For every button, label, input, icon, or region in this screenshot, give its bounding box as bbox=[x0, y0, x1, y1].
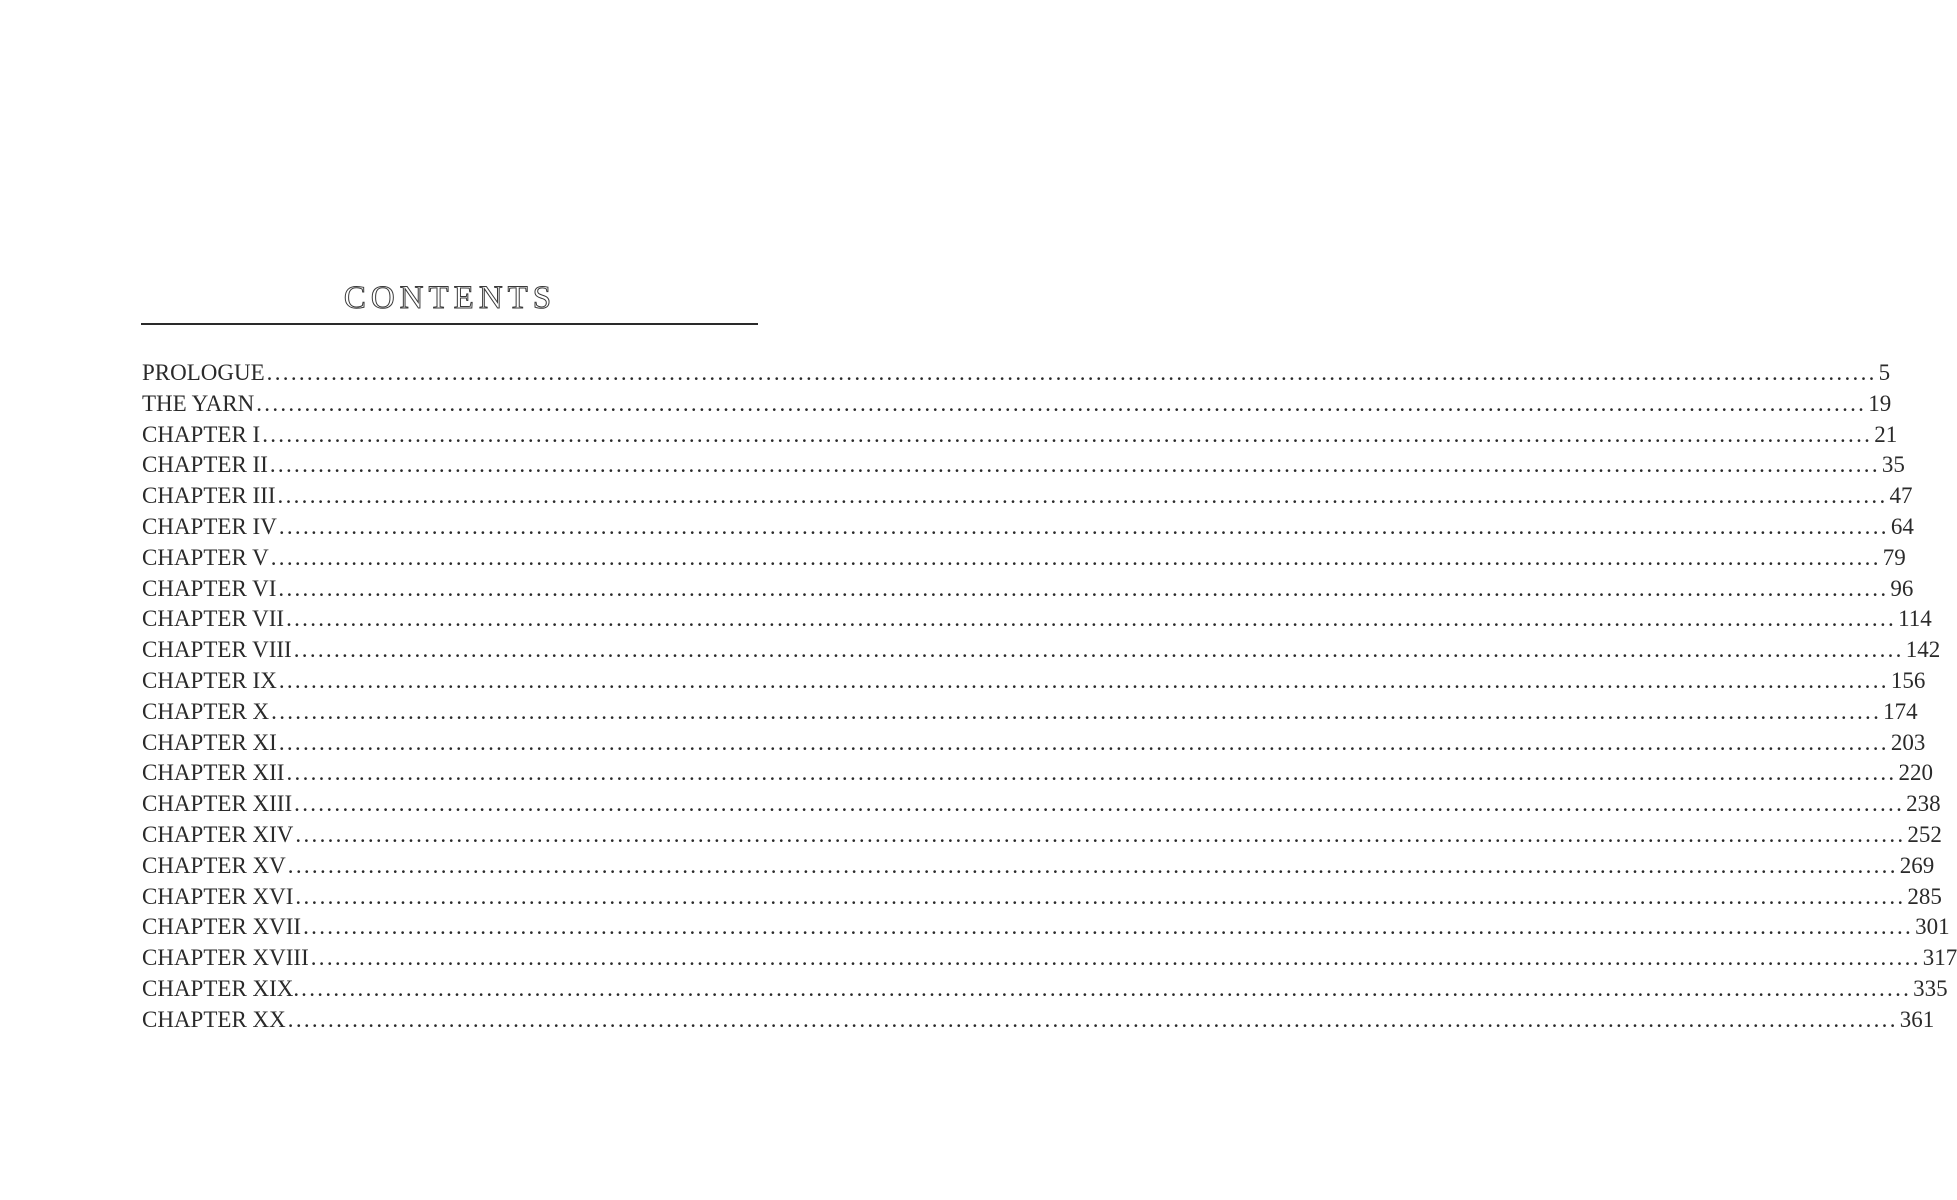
toc-entry[interactable] bbox=[142, 604, 1932, 635]
toc-entry[interactable] bbox=[142, 820, 1942, 851]
toc-entry-label: CHAPTER XII bbox=[142, 760, 285, 786]
toc-entry-page-number: 238 bbox=[1906, 791, 1941, 817]
dot-leader: ........................................................................................................................................................................................................ bbox=[303, 914, 1914, 940]
dot-leader: ........................................................................................................................................................................................................ bbox=[262, 421, 1873, 447]
toc-entry-label: CHAPTER XVII bbox=[142, 914, 302, 940]
toc-entry-page-number: 269 bbox=[1899, 852, 1935, 878]
dot-leader: ........................................................................................................................................................................................................ bbox=[294, 791, 1905, 817]
toc-entry-page-number: 285 bbox=[1907, 883, 1942, 909]
toc-entry-page-number: 79 bbox=[1882, 544, 1906, 570]
toc-entry-page-number: 96 bbox=[1890, 575, 1914, 601]
dot-leader: ........................................................................................................................................................................................................ bbox=[270, 544, 1881, 570]
dot-leader: ........................................................................................................................................................................................................ bbox=[286, 606, 1897, 632]
toc-entry-page-number: 361 bbox=[1899, 1006, 1935, 1032]
dot-leader: ........................................................................................................................................................................................................ bbox=[301, 975, 1912, 1001]
title-divider bbox=[141, 323, 758, 325]
dot-leader: ........................................................................................................................................................................................................ bbox=[277, 483, 1888, 509]
dot-leader: ........................................................................................................................................................................................................ bbox=[286, 760, 1897, 786]
toc-entry-page-number: 114 bbox=[1898, 606, 1932, 632]
toc-entry-label: CHAPTER II bbox=[142, 452, 268, 478]
toc-entry-label: CHAPTER I bbox=[142, 421, 261, 447]
dot-leader: ........................................................................................................................................................................................................ bbox=[310, 945, 1921, 971]
toc-entry[interactable] bbox=[142, 574, 1914, 605]
toc-entry[interactable] bbox=[142, 543, 1906, 574]
dot-leader: ........................................................................................................................................................................................................ bbox=[278, 513, 1889, 539]
toc-entry-label: THE YARN bbox=[142, 390, 255, 416]
table-of-contents bbox=[142, 358, 1957, 1036]
toc-entry[interactable] bbox=[142, 943, 1957, 974]
toc-entry[interactable] bbox=[142, 851, 1935, 882]
toc-entry-label: CHAPTER VIII bbox=[142, 637, 292, 663]
toc-entry-page-number: 156 bbox=[1890, 667, 1926, 693]
toc-entry-label: CHAPTER XVIII bbox=[142, 945, 309, 971]
dot-leader: ........................................................................................................................................................................................................ bbox=[287, 1006, 1898, 1032]
page-title: CONTENTS bbox=[343, 280, 557, 317]
toc-entry-label: CHAPTER IV bbox=[142, 513, 277, 539]
toc-entry[interactable] bbox=[142, 974, 1948, 1005]
toc-entry-page-number: 47 bbox=[1889, 483, 1913, 509]
toc-entry-label: CHAPTER V bbox=[142, 544, 269, 570]
toc-entry[interactable] bbox=[142, 512, 1914, 543]
toc-entry-page-number: 335 bbox=[1913, 975, 1948, 1001]
toc-entry[interactable] bbox=[142, 481, 1913, 512]
toc-entry-page-number: 301 bbox=[1915, 914, 1950, 940]
toc-entry[interactable] bbox=[142, 358, 1891, 389]
toc-entry-page-number: 19 bbox=[1868, 390, 1892, 416]
dot-leader: ........................................................................................................................................................................................................ bbox=[266, 360, 1877, 385]
toc-entry-label: CHAPTER III bbox=[142, 483, 276, 509]
toc-entry[interactable] bbox=[142, 912, 1950, 943]
toc-entry[interactable] bbox=[142, 1005, 1935, 1036]
dot-leader: ........................................................................................................................................................................................................ bbox=[295, 883, 1906, 909]
dot-leader: ........................................................................................................................................................................................................ bbox=[295, 821, 1906, 847]
dot-leader: ........................................................................................................................................................................................................ bbox=[278, 667, 1889, 693]
dot-leader: ........................................................................................................................................................................................................ bbox=[278, 729, 1889, 755]
toc-entry-page-number: 142 bbox=[1905, 637, 1941, 663]
toc-entry[interactable] bbox=[142, 758, 1933, 789]
toc-entry-label: PROLOGUE bbox=[142, 360, 265, 385]
toc-entry-label: CHAPTER XIX. bbox=[142, 975, 300, 1001]
toc-entry-label: CHAPTER IX bbox=[142, 667, 277, 693]
dot-leader: ........................................................................................................................................................................................................ bbox=[269, 452, 1880, 478]
toc-entry-label: CHAPTER X bbox=[142, 698, 270, 724]
toc-entry-label: CHAPTER VI bbox=[142, 575, 277, 601]
toc-entry-page-number: 21 bbox=[1874, 421, 1898, 447]
dot-leader: ........................................................................................................................................................................................................ bbox=[256, 390, 1867, 416]
toc-entry[interactable] bbox=[142, 450, 1905, 481]
toc-entry[interactable] bbox=[142, 666, 1926, 697]
dot-leader: ........................................................................................................................................................................................................ bbox=[271, 698, 1882, 724]
toc-entry-page-number: 5 bbox=[1878, 360, 1891, 385]
toc-entry-label: CHAPTER XX bbox=[142, 1006, 286, 1032]
toc-entry-page-number: 203 bbox=[1890, 729, 1926, 755]
dot-leader: ........................................................................................................................................................................................................ bbox=[278, 575, 1889, 601]
toc-entry[interactable] bbox=[142, 728, 1926, 759]
toc-entry[interactable] bbox=[142, 789, 1941, 820]
toc-entry[interactable] bbox=[142, 882, 1942, 913]
toc-entry-page-number: 64 bbox=[1890, 513, 1914, 539]
toc-entry-page-number: 317 bbox=[1922, 945, 1957, 971]
dot-leader: ........................................................................................................................................................................................................ bbox=[287, 852, 1898, 878]
toc-entry-page-number: 252 bbox=[1907, 821, 1942, 847]
toc-entry[interactable] bbox=[142, 420, 1898, 451]
toc-entry-page-number: 174 bbox=[1883, 698, 1918, 724]
toc-entry-label: CHAPTER XIV bbox=[142, 821, 294, 847]
dot-leader: ........................................................................................................................................................................................................ bbox=[293, 637, 1904, 663]
toc-entry-label: CHAPTER XI bbox=[142, 729, 277, 755]
toc-entry-label: CHAPTER XVI bbox=[142, 883, 294, 909]
toc-entry-page-number: 35 bbox=[1881, 452, 1905, 478]
toc-entry-page-number: 220 bbox=[1898, 760, 1933, 786]
toc-entry-label: CHAPTER VII bbox=[142, 606, 285, 632]
toc-entry-label: CHAPTER XIII bbox=[142, 791, 293, 817]
toc-entry[interactable] bbox=[142, 635, 1941, 666]
toc-entry[interactable] bbox=[142, 389, 1892, 420]
toc-entry[interactable] bbox=[142, 697, 1918, 728]
toc-entry-label: CHAPTER XV bbox=[142, 852, 286, 878]
